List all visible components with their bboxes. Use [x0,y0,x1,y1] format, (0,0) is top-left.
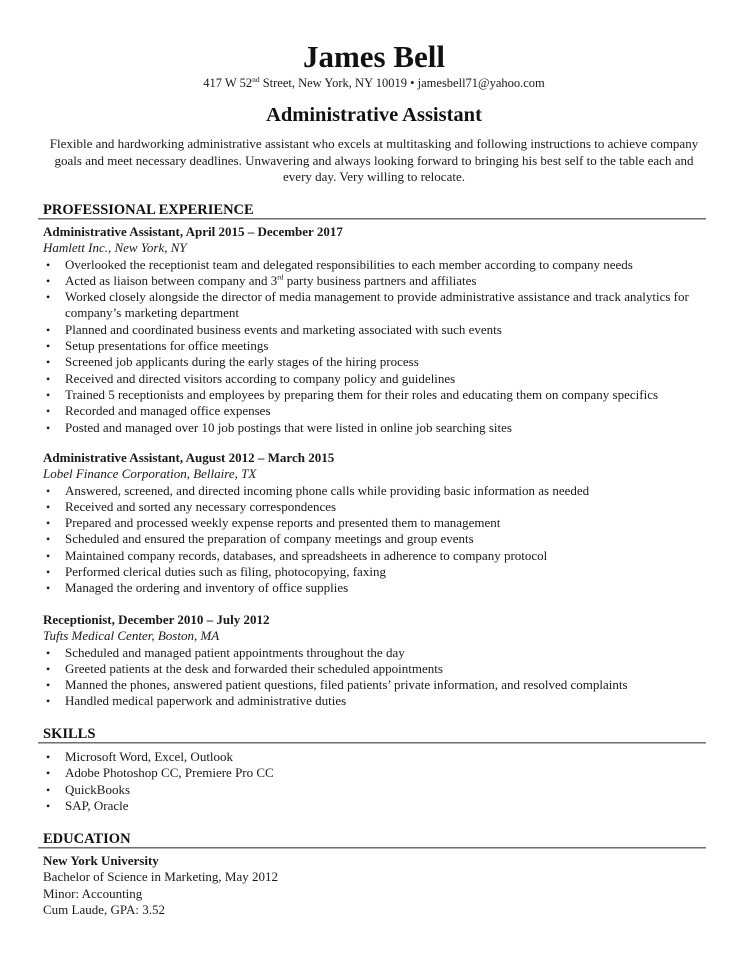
bullet-icon: • [46,339,51,354]
target-role: Administrative Assistant [266,104,482,126]
bullet-text: Received and directed visitors according to company policy and guidelines [65,370,456,386]
job-title: Administrative Assistant, August 2012 – March 2015 [43,450,335,465]
bullet-item [43,564,713,580]
bullet-item [43,322,713,338]
bullet-text: Maintained company records, databases, and spreadsheets in adherence to company protocol [65,547,548,563]
bullet-icon: • [46,581,51,596]
honors-gpa: Cum Laude, GPA: 3.52 [43,901,165,917]
bullet-icon: • [46,782,51,797]
bullet-icon: • [46,322,51,337]
job-entry [43,224,713,436]
bullet-text: Worked closely alongside the director of media management to provide administrative assistance and track analytics for company’s marketing department [65,289,689,321]
skill-item [43,798,713,814]
address-ordinal: nd [252,74,260,84]
job-bullets [43,257,713,436]
bullet-item [43,354,713,370]
bullet-text: Recorded and managed office expenses [65,403,271,419]
section-heading-education: EDUCATION [43,831,131,847]
bullet-item [43,661,713,677]
bullet-item [43,548,713,564]
job-entry [43,612,713,710]
bullet-icon: • [46,532,51,547]
bullet-text: Performed clerical duties such as filing, photocopying, faxing [65,564,386,580]
bullet-item [43,677,713,693]
bullet-text: Scheduled and managed patient appointments throughout the day [65,644,405,660]
bullet-text: Answered, screened, and directed incoming phone calls while providing basic information as needed [65,482,590,498]
bullet-text: Acted as liaison between company and 3rd party business partners and affiliates [65,272,477,288]
bullet-item [43,403,713,419]
section-divider [38,847,706,849]
bullet-text: Manned the phones, answered patient questions, filed patients’ private information, and resolved complaints [65,677,628,693]
bullet-item [43,693,713,709]
bullet-icon: • [46,750,51,764]
bullet-icon: • [46,548,51,563]
bullet-icon: • [46,499,51,514]
bullet-item [43,338,713,354]
bullet-item [43,499,713,515]
bullet-text: Scheduled and ensured the preparation of company meetings and group events [65,531,474,547]
bullet-icon: • [46,387,51,402]
bullet-icon: • [46,483,51,498]
summary-paragraph: Flexible and hardworking administrative assistant who excels at multitasking and following instructions to achieve company goals and meet necessary deadlines. Unwavering and always looking forward to bringing his best self to the table each and every day. Very willing to relocate. [49,136,699,184]
bullet-icon: • [46,404,51,419]
bullet-item [43,483,713,499]
skill-item [43,749,713,765]
bullet-icon: • [46,371,51,386]
bullet-item [43,531,713,547]
bullet-icon: • [46,661,51,676]
bullet-text: Managed the ordering and inventory of office supplies [65,580,349,596]
bullet-icon: • [46,694,51,709]
section-heading-skills: SKILLS [43,726,96,742]
degree: Bachelor of Science in Marketing, May 2012 [43,869,279,885]
job-entry [43,450,713,597]
section-heading-experience: PROFESSIONAL EXPERIENCE [43,202,254,218]
skill-text: Adobe Photoshop CC, Premiere Pro CC [65,765,274,781]
bullet-item [43,257,713,273]
bullet-item [43,580,713,596]
school-name: New York University [43,853,159,868]
bullet-icon: • [46,257,51,272]
bullet-icon: • [46,798,51,813]
bullet-text: Received and sorted any necessary correspondences [65,498,337,514]
education-entry [43,853,713,918]
bullet-text: Trained 5 receptionists and employees by preparing them for their roles and educating them on company specifics [65,386,659,402]
contact-line [0,75,748,91]
minor: Minor: Accounting [43,885,143,901]
bullet-text: Screened job applicants during the early stages of the hiring process [65,354,419,370]
skill-item [43,765,713,781]
skills-list-block [43,749,713,814]
bullet-text: Posted and managed over 10 job postings that were listed in online job searching sites [65,419,512,435]
bullet-item [43,645,713,661]
bullet-icon: • [46,290,51,305]
bullet-item [43,273,713,289]
skill-text: QuickBooks [65,781,130,797]
job-company: Hamlett Inc., New York, NY [43,240,187,256]
job-bullets [43,483,713,597]
section-divider [38,742,706,744]
bullet-icon: • [46,766,51,781]
bullet-item [43,289,713,322]
job-title: Administrative Assistant, April 2015 – December 2017 [43,224,343,239]
ordinal-suffix: rd [277,272,284,282]
address-number: 417 W 52 [203,76,253,90]
candidate-name: James Bell [302,39,446,74]
skill-text: SAP, Oracle [65,797,129,813]
bullet-text: Planned and coordinated business events and marketing associated with such events [65,321,502,337]
job-title: Receptionist, December 2010 – July 2012 [43,612,270,627]
bullet-text: Prepared and processed weekly expense reports and presented them to management [65,515,501,531]
bullet-text: Setup presentations for office meetings [65,338,269,354]
bullet-item [43,420,713,436]
bullet-text: Overlooked the receptionist team and delegated responsibilities to each member according to company needs [65,256,633,272]
job-company: Tufts Medical Center, Boston, MA [43,628,220,644]
bullet-item [43,371,713,387]
address-and-email: Street, New York, NY 10019 • jamesbell71@yahoo.com [259,76,545,90]
skill-item [43,782,713,798]
bullet-icon: • [46,678,51,693]
bullet-icon: • [46,645,51,660]
bullet-icon: • [46,420,51,435]
bullet-text: Greeted patients at the desk and forwarded their scheduled appointments [65,660,443,676]
skill-text: Microsoft Word, Excel, Outlook [65,749,234,764]
bullet-item [43,515,713,531]
skills-list [43,749,713,814]
bullet-icon: • [46,516,51,531]
bullet-icon: • [46,273,51,288]
section-divider [38,218,706,220]
bullet-icon: • [46,565,51,580]
bullet-icon: • [46,355,51,370]
job-bullets [43,645,713,710]
bullet-text: Handled medical paperwork and administrative duties [65,693,347,709]
job-company: Lobel Finance Corporation, Bellaire, TX [43,466,257,482]
bullet-item [43,387,713,403]
